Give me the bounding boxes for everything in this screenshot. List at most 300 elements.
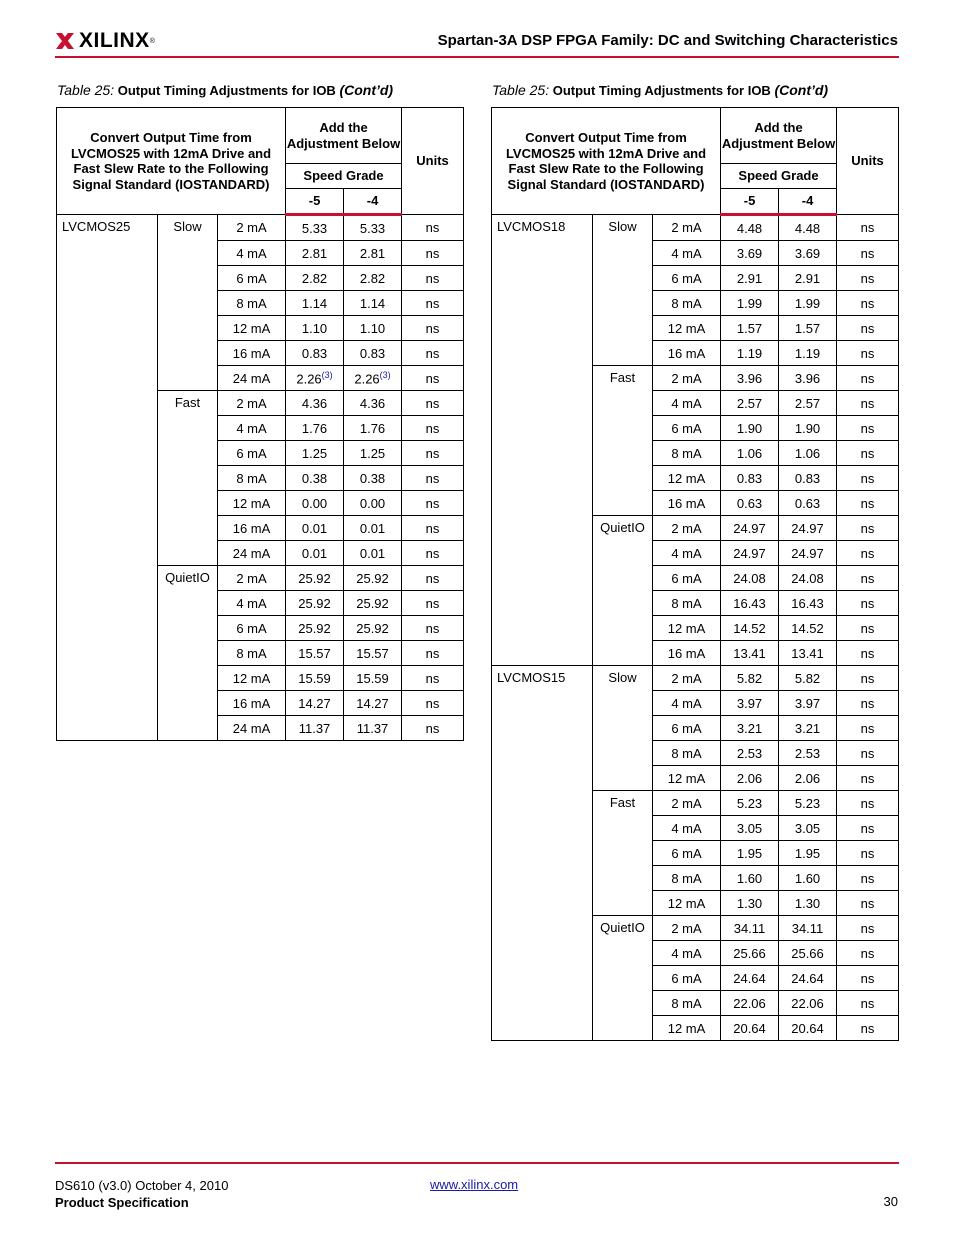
cell-grade-5: [721, 666, 779, 691]
cell-units-value: ns: [860, 870, 875, 886]
cell-units: [837, 866, 899, 891]
cell-grade-4-value: 1.60: [794, 870, 821, 886]
cell-drive-value: 2 mA: [671, 670, 702, 686]
cell-units-value: ns: [425, 520, 440, 536]
cell-grade-5-value: 25.92: [298, 570, 331, 586]
cell-grade-5: [286, 516, 344, 541]
cell-grade-4: [344, 591, 402, 616]
cell-drive: [653, 566, 721, 591]
cell-grade-5-value: 0.83: [301, 345, 328, 361]
cell-grade-5: [286, 616, 344, 641]
cell-units: [837, 941, 899, 966]
cell-units-value: ns: [860, 220, 875, 235]
cell-grade-4: [344, 416, 402, 441]
cell-grade-5-value: 1.14: [301, 295, 328, 311]
cell-grade-5-value: 24.64: [733, 970, 766, 986]
cell-drive-value: 16 mA: [232, 345, 271, 361]
footnote-link[interactable]: (3): [379, 369, 391, 380]
table-row: [57, 215, 464, 241]
cell-grade-5-value: 1.90: [736, 420, 763, 436]
cell-drive-value: 12 mA: [667, 895, 706, 911]
cell-grade-4-value: 1.25: [359, 445, 386, 461]
footer-rule: [55, 1162, 899, 1164]
cell-grade-5-value: 14.52: [733, 620, 766, 636]
cell-drive-value: 8 mA: [671, 595, 702, 611]
cell-grade-4-value: 2.82: [359, 270, 386, 286]
cell-units: [402, 666, 464, 691]
cell-units: [837, 991, 899, 1016]
cell-drive-value: 12 mA: [232, 320, 271, 336]
cell-drive-value: 8 mA: [236, 645, 267, 661]
cell-drive: [653, 941, 721, 966]
cell-units: [837, 215, 899, 241]
cell-drive: [653, 391, 721, 416]
cell-units-value: ns: [860, 745, 875, 761]
cell-grade-5: [286, 241, 344, 266]
cell-drive: [218, 491, 286, 516]
cell-grade-4-value: 15.57: [356, 645, 389, 661]
cell-units-value: ns: [425, 370, 440, 386]
cell-grade-4: [779, 316, 837, 341]
cell-drive-value: 4 mA: [671, 245, 702, 261]
cell-units: [402, 691, 464, 716]
cell-units: [402, 566, 464, 591]
cell-units-value: ns: [425, 595, 440, 611]
cell-drive-value: 8 mA: [671, 745, 702, 761]
cell-grade-5: [721, 416, 779, 441]
cell-drive-value: 2 mA: [671, 920, 702, 936]
cell-grade-5: [721, 366, 779, 391]
cell-grade-4-value: 0.00: [359, 495, 386, 511]
header-add-adjustment: Add the Adjustment Below: [286, 108, 402, 164]
cell-drive: [218, 566, 286, 591]
cell-drive: [653, 316, 721, 341]
cell-drive: [218, 666, 286, 691]
cell-drive: [218, 341, 286, 366]
cell-drive: [653, 341, 721, 366]
cell-grade-4-value: 3.21: [794, 720, 821, 736]
cell-grade-4: [344, 641, 402, 666]
cell-grade-4: [344, 341, 402, 366]
cell-units-value: ns: [860, 420, 875, 436]
cell-grade-4: [779, 641, 837, 666]
cell-grade-5-value: 0.63: [736, 495, 763, 511]
xilinx-website-link[interactable]: www.xilinx.com: [430, 1177, 519, 1192]
cell-grade-4-value: 20.64: [791, 1020, 824, 1036]
cell-grade-4: [779, 1016, 837, 1041]
cell-slew: QuietIO: [158, 566, 218, 741]
cell-grade-4: [779, 516, 837, 541]
caption-suffix: (Cont’d): [774, 82, 829, 98]
cell-drive: [218, 691, 286, 716]
cell-grade-4: [779, 741, 837, 766]
cell-grade-5-value: 16.43: [733, 595, 766, 611]
cell-grade-5-value: 3.96: [736, 370, 763, 386]
cell-units: [837, 741, 899, 766]
cell-grade-4: [779, 541, 837, 566]
cell-units: [402, 441, 464, 466]
cell-standard: LVCMOS25: [57, 215, 158, 741]
cell-grade-5: [721, 716, 779, 741]
cell-grade-4: [779, 916, 837, 941]
cell-slew: QuietIO: [593, 916, 653, 1041]
cell-grade-5: [721, 1016, 779, 1041]
cell-drive-value: 8 mA: [671, 995, 702, 1011]
cell-drive-value: 6 mA: [671, 420, 702, 436]
cell-units-value: ns: [860, 995, 875, 1011]
cell-units-value: ns: [860, 320, 875, 336]
footer-doc-info: [55, 1177, 228, 1211]
cell-drive-value: 6 mA: [236, 270, 267, 286]
cell-grade-4-value: 2.53: [794, 745, 821, 761]
cell-grade-4-value: 25.66: [791, 945, 824, 961]
cell-units-value: ns: [425, 470, 440, 486]
cell-grade-4: [779, 591, 837, 616]
cell-units: [837, 266, 899, 291]
cell-grade-5-value: 0.01: [301, 545, 328, 561]
cell-grade-4: [779, 691, 837, 716]
cell-drive: [218, 441, 286, 466]
cell-grade-4-value: 1.19: [794, 345, 821, 361]
cell-units: [837, 666, 899, 691]
cell-drive-value: 24 mA: [232, 720, 271, 736]
cell-drive-value: 4 mA: [671, 545, 702, 561]
cell-drive: [653, 916, 721, 941]
cell-grade-4: [779, 666, 837, 691]
cell-grade-4-value: 1.99: [794, 295, 821, 311]
cell-grade-4: [779, 441, 837, 466]
cell-grade-4: [779, 991, 837, 1016]
header-grade-5: -5: [721, 189, 779, 215]
cell-grade-4-value: 25.92: [356, 570, 389, 586]
cell-grade-5: [721, 491, 779, 516]
cell-units-value: ns: [860, 445, 875, 461]
cell-units: [402, 466, 464, 491]
cell-grade-4: [779, 966, 837, 991]
cell-drive-value: 12 mA: [667, 470, 706, 486]
cell-grade-4-value: 0.63: [794, 495, 821, 511]
cell-grade-5-value: 3.05: [736, 820, 763, 836]
cell-drive-value: 6 mA: [236, 620, 267, 636]
cell-grade-4: [779, 891, 837, 916]
cell-units: [837, 691, 899, 716]
cell-grade-5-value: 3.69: [736, 245, 763, 261]
cell-units-value: ns: [425, 245, 440, 261]
cell-grade-5: [286, 441, 344, 466]
cell-grade-4-value: 14.27: [356, 695, 389, 711]
cell-grade-4-value: 3.69: [794, 245, 821, 261]
cell-grade-5: [721, 341, 779, 366]
cell-grade-5: [721, 966, 779, 991]
cell-grade-4-value: 1.10: [359, 320, 386, 336]
cell-units-value: ns: [860, 770, 875, 786]
cell-units-value: ns: [860, 570, 875, 586]
cell-slew: Fast: [593, 791, 653, 916]
cell-grade-5: [286, 366, 344, 391]
cell-drive: [653, 366, 721, 391]
cell-units: [402, 616, 464, 641]
cell-grade-5-value: 1.19: [736, 345, 763, 361]
cell-drive-value: 4 mA: [671, 695, 702, 711]
cell-drive: [218, 541, 286, 566]
cell-units-value: ns: [425, 295, 440, 311]
cell-grade-5: [721, 916, 779, 941]
cell-drive-value: 2 mA: [236, 395, 267, 411]
cell-units-value: ns: [860, 470, 875, 486]
cell-drive: [653, 416, 721, 441]
cell-grade-5: [721, 215, 779, 241]
cell-units: [837, 1016, 899, 1041]
cell-grade-4-value: 2.91: [794, 270, 821, 286]
cell-grade-4-value: 0.01: [359, 545, 386, 561]
cell-grade-4-value: 1.90: [794, 420, 821, 436]
cell-drive-value: 12 mA: [667, 620, 706, 636]
cell-grade-5: [721, 316, 779, 341]
cell-drive: [653, 266, 721, 291]
cell-grade-5: [721, 616, 779, 641]
cell-drive-value: 16 mA: [667, 645, 706, 661]
cell-slew: QuietIO: [593, 516, 653, 666]
cell-grade-4-value: 16.43: [791, 595, 824, 611]
cell-grade-5: [721, 991, 779, 1016]
cell-slew: Slow: [593, 666, 653, 791]
cell-units-value: ns: [860, 695, 875, 711]
cell-grade-4-value: 3.97: [794, 695, 821, 711]
cell-grade-5: [286, 666, 344, 691]
cell-drive: [218, 716, 286, 741]
cell-drive: [218, 416, 286, 441]
cell-grade-4-value: 0.83: [359, 345, 386, 361]
cell-slew: Slow: [158, 215, 218, 391]
cell-grade-4-value: 25.92: [356, 620, 389, 636]
cell-grade-5: [721, 541, 779, 566]
cell-units: [837, 641, 899, 666]
cell-units: [402, 591, 464, 616]
cell-units-value: ns: [425, 445, 440, 461]
cell-units-value: ns: [860, 545, 875, 561]
cell-grade-4: [779, 491, 837, 516]
cell-grade-5: [721, 691, 779, 716]
cell-grade-5: [286, 591, 344, 616]
cell-grade-5-value: 2.26: [296, 371, 322, 387]
cell-grade-4-value: 4.36: [359, 395, 386, 411]
cell-grade-4: [344, 266, 402, 291]
cell-grade-5: [721, 241, 779, 266]
cell-grade-4: [779, 416, 837, 441]
cell-grade-4-value: 34.11: [791, 920, 824, 936]
cell-grade-4: [344, 616, 402, 641]
cell-grade-4: [344, 691, 402, 716]
cell-grade-4: [344, 566, 402, 591]
cell-units-value: ns: [860, 945, 875, 961]
cell-grade-5-value: 2.81: [301, 245, 328, 261]
cell-grade-5-value: 11.37: [298, 720, 331, 736]
cell-grade-5-value: 15.59: [298, 670, 331, 686]
cell-units: [402, 516, 464, 541]
cell-grade-4: [779, 716, 837, 741]
cell-grade-4: [779, 391, 837, 416]
cell-drive-value: 4 mA: [236, 420, 267, 436]
cell-grade-5-value: 22.06: [733, 995, 766, 1011]
cell-drive-value: 12 mA: [667, 320, 706, 336]
cell-grade-5: [286, 691, 344, 716]
cell-grade-5-value: 20.64: [733, 1020, 766, 1036]
cell-units-value: ns: [860, 345, 875, 361]
cell-standard: LVCMOS18: [492, 215, 593, 666]
cell-grade-4-value: 22.06: [791, 995, 824, 1011]
caption-label: Table 25:: [57, 82, 115, 98]
cell-grade-5-value: 0.83: [736, 470, 763, 486]
cell-grade-5-value: 1.06: [736, 445, 763, 461]
cell-units-value: ns: [860, 820, 875, 836]
cell-drive: [653, 541, 721, 566]
cell-grade-5-value: 3.21: [736, 720, 763, 736]
cell-drive: [653, 491, 721, 516]
cell-grade-5-value: 0.38: [301, 470, 328, 486]
cell-drive-value: 8 mA: [671, 295, 702, 311]
cell-units: [837, 766, 899, 791]
cell-units: [402, 291, 464, 316]
cell-units-value: ns: [860, 670, 875, 686]
cell-drive: [653, 616, 721, 641]
cell-grade-5: [721, 266, 779, 291]
cell-grade-5: [286, 641, 344, 666]
cell-drive-value: 24 mA: [232, 545, 271, 561]
cell-units: [837, 816, 899, 841]
cell-units-value: ns: [425, 645, 440, 661]
cell-drive: [653, 766, 721, 791]
cell-grade-4: [779, 791, 837, 816]
cell-grade-4: [779, 816, 837, 841]
cell-units-value: ns: [425, 620, 440, 636]
cell-units-value: ns: [860, 645, 875, 661]
brand-name: XILINX: [79, 29, 150, 52]
cell-drive-value: 6 mA: [671, 570, 702, 586]
cell-units-value: ns: [860, 920, 875, 936]
cell-units: [837, 466, 899, 491]
cell-grade-5-value: 0.01: [301, 520, 328, 536]
footnote-link[interactable]: (3): [321, 369, 333, 380]
cell-grade-5: [721, 466, 779, 491]
cell-grade-5: [286, 341, 344, 366]
cell-grade-4-value: 1.57: [794, 320, 821, 336]
cell-drive-value: 8 mA: [671, 445, 702, 461]
header-units: Units: [837, 108, 899, 215]
cell-grade-4-value: 24.97: [791, 520, 824, 536]
cell-units: [837, 791, 899, 816]
cell-grade-5-value: 13.41: [733, 645, 766, 661]
cell-grade-5: [286, 266, 344, 291]
cell-units: [837, 716, 899, 741]
cell-grade-4: [344, 541, 402, 566]
header-convert: Convert Output Time from LVCMOS25 with 12mA Drive and Fast Slew Rate to the Following Signal Standard (IOSTANDARD): [57, 108, 286, 215]
cell-grade-5-value: 24.97: [733, 520, 766, 536]
cell-drive-value: 6 mA: [671, 270, 702, 286]
cell-units-value: ns: [860, 270, 875, 286]
cell-grade-5: [286, 716, 344, 741]
cell-grade-5-value: 4.48: [736, 220, 763, 236]
trademark: ®: [149, 37, 155, 45]
cell-units: [402, 341, 464, 366]
xilinx-logo-icon: [55, 31, 75, 51]
cell-grade-4: [344, 441, 402, 466]
cell-drive: [218, 366, 286, 391]
cell-grade-5: [286, 541, 344, 566]
cell-drive-value: 4 mA: [671, 820, 702, 836]
cell-grade-4: [344, 291, 402, 316]
cell-grade-5-value: 1.57: [736, 320, 763, 336]
header-grade-5: -5: [286, 189, 344, 215]
cell-units-value: ns: [860, 595, 875, 611]
cell-grade-5: [721, 741, 779, 766]
cell-grade-5: [721, 816, 779, 841]
cell-grade-5: [721, 291, 779, 316]
cell-drive-value: 6 mA: [671, 970, 702, 986]
cell-grade-4-value: 4.48: [794, 220, 821, 236]
header-add-adjustment: Add the Adjustment Below: [721, 108, 837, 164]
cell-grade-4-value: 1.14: [359, 295, 386, 311]
cell-grade-4: [779, 866, 837, 891]
cell-drive-value: 12 mA: [667, 1020, 706, 1036]
table-caption-left: [57, 82, 393, 98]
header-grade-4: -4: [344, 189, 402, 215]
cell-drive: [218, 616, 286, 641]
cell-units: [837, 241, 899, 266]
cell-drive-value: 12 mA: [232, 670, 271, 686]
cell-drive-value: 4 mA: [236, 595, 267, 611]
cell-drive-value: 4 mA: [671, 945, 702, 961]
cell-grade-5: [721, 391, 779, 416]
cell-grade-5-value: 2.91: [736, 270, 763, 286]
cell-drive: [653, 791, 721, 816]
cell-grade-5-value: 24.97: [733, 545, 766, 561]
cell-units-value: ns: [860, 245, 875, 261]
cell-drive: [653, 291, 721, 316]
cell-drive-value: 8 mA: [236, 470, 267, 486]
cell-units-value: ns: [425, 395, 440, 411]
cell-drive: [653, 241, 721, 266]
cell-grade-5: [286, 316, 344, 341]
page-number: 30: [883, 1194, 898, 1209]
cell-drive: [218, 266, 286, 291]
cell-units: [402, 716, 464, 741]
cell-grade-5-value: 1.95: [736, 845, 763, 861]
cell-slew: Fast: [158, 391, 218, 566]
cell-grade-4-value: 24.64: [791, 970, 824, 986]
cell-slew: Slow: [593, 215, 653, 366]
header-speed-grade: Speed Grade: [721, 164, 837, 189]
cell-grade-5-value: 1.30: [736, 895, 763, 911]
cell-units: [837, 491, 899, 516]
cell-drive: [218, 215, 286, 241]
cell-grade-5-value: 5.82: [736, 670, 763, 686]
cell-units: [402, 366, 464, 391]
cell-units: [837, 966, 899, 991]
cell-units-value: ns: [425, 545, 440, 561]
cell-grade-4: [344, 466, 402, 491]
cell-units-value: ns: [425, 220, 440, 235]
cell-units-value: ns: [860, 795, 875, 811]
cell-grade-5: [286, 566, 344, 591]
cell-drive: [653, 716, 721, 741]
cell-grade-4-value: 2.57: [794, 395, 821, 411]
cell-units: [837, 441, 899, 466]
cell-drive: [218, 516, 286, 541]
cell-grade-4-value: 1.30: [794, 895, 821, 911]
cell-units-value: ns: [860, 620, 875, 636]
header-units: Units: [402, 108, 464, 215]
header-speed-grade: Speed Grade: [286, 164, 402, 189]
